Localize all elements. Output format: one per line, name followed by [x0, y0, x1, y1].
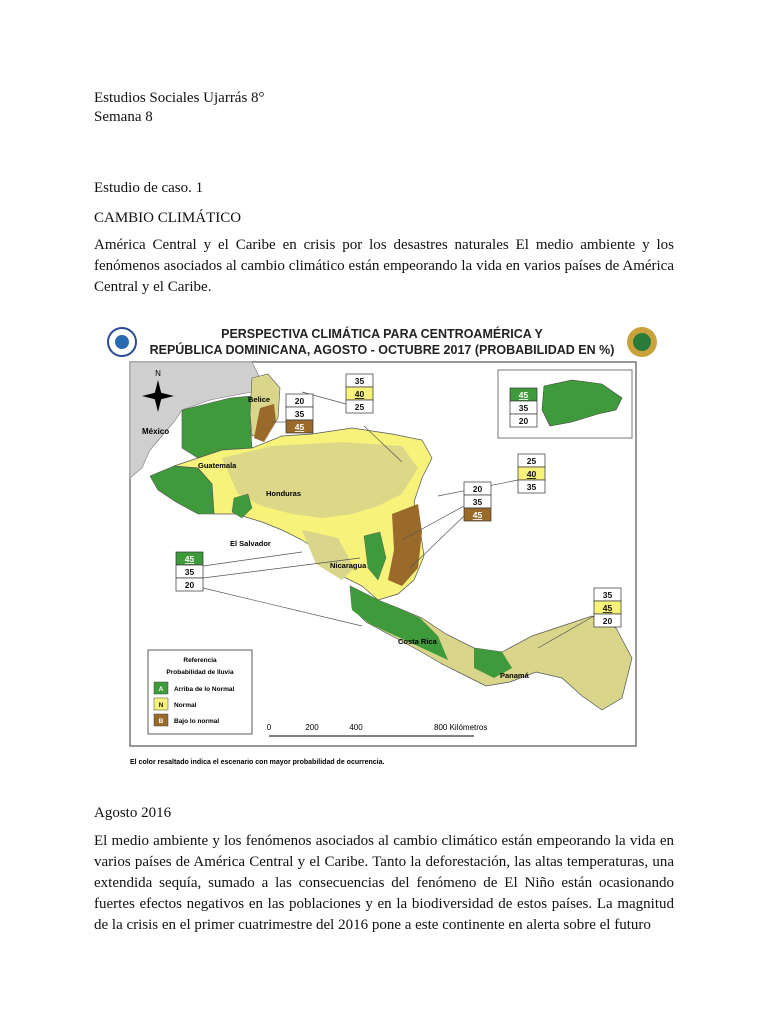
prob-box-belice [286, 394, 313, 433]
map-title-1: PERSPECTIVA CLIMÁTICA PARA CENTROAMÉRICA Y [221, 327, 543, 341]
prob-value: 25 [526, 456, 537, 466]
prob-value: 35 [472, 497, 483, 507]
prob-value: 20 [184, 580, 195, 590]
left-logo [108, 328, 136, 356]
prob-value: 35 [184, 567, 195, 577]
legend-label: Bajo lo normal [174, 718, 220, 725]
case-label: Estudio de caso. 1 [94, 180, 204, 196]
prob-value: 45 [184, 554, 195, 564]
prob-box-nicaragua-caribbean [464, 482, 491, 521]
legend-label: Arriba de lo Normal [174, 686, 235, 693]
label-panama: Panamá [500, 671, 529, 680]
prob-value: 25 [354, 402, 365, 412]
prob-value: 45 [294, 422, 305, 432]
prob-value: 35 [294, 409, 305, 419]
prob-value: 20 [294, 396, 305, 406]
prob-value: 40 [354, 389, 365, 399]
prob-box-panama [594, 588, 621, 627]
header-line-2: Semana 8 [94, 109, 153, 125]
label-honduras: Honduras [266, 489, 302, 498]
legend [148, 650, 252, 734]
legend-key: N [158, 702, 164, 709]
label-belice: Belice [248, 395, 271, 404]
prob-value: 40 [526, 469, 537, 479]
prob-value: 20 [472, 484, 483, 494]
label-el-salvador: El Salvador [230, 539, 271, 548]
prob-value: 35 [354, 376, 365, 386]
intro-paragraph: América Central y el Caribe en crisis por los desastres naturales El medio ambiente y los fenómenos asociados al cambio climático están empeorando la vida en varios países de América Central y el Caribe. [94, 237, 674, 295]
scale-800: 800 Kilómetros [434, 723, 488, 732]
prob-value: 20 [518, 416, 529, 426]
prob-value: 35 [526, 482, 537, 492]
prob-value: 35 [602, 590, 613, 600]
north-label: N [155, 369, 161, 378]
prob-value: 35 [518, 403, 529, 413]
scale-200: 200 [305, 723, 319, 732]
legend-key: B [158, 718, 164, 725]
right-logo [627, 327, 657, 357]
body-paragraph: El medio ambiente y los fenómenos asociados al cambio climático están empeorando la vida en varios países de América Central y el Caribe. Tanto la deforestación, las altas temperaturas, una extendida sequía, sumado a las consecuencias del fenómeno de El Niño están ocasionando fuertes efectos negativos en las poblaciones y en la biodiversidad de estos países. La magnitud de la crisis en el primer cuatrimestre del 2016 pone a este continente en alerta sobre el futuro [94, 833, 674, 933]
prob-value: 45 [602, 603, 613, 613]
prob-box-pacific-guatemala [176, 552, 203, 591]
legend-subtitle: Probabilidad de lluvia [166, 669, 234, 676]
section-title: CAMBIO CLIMÁTICO [94, 210, 242, 226]
map-footnote: El color resaltado indica el escenario con mayor probabilidad de ocurrencia. [130, 759, 385, 766]
legend-label: Normal [174, 702, 197, 709]
header-line-1: Estudios Sociales Ujarrás 8° [94, 90, 265, 106]
label-guatemala: Guatemala [198, 461, 237, 470]
label-costa-rica: Costa Rica [398, 637, 437, 646]
prob-value: 45 [472, 510, 483, 520]
label-nicaragua: Nicaragua [330, 561, 367, 570]
map-title-2: REPÚBLICA DOMINICANA, AGOSTO - OCTUBRE 2017 (PROBABILIDAD EN %) [149, 343, 615, 357]
prob-box-nicaragua-north [518, 454, 545, 493]
scale-0: 0 [266, 723, 272, 732]
prob-box-honduras-north [346, 374, 373, 413]
scale-400: 400 [349, 723, 363, 732]
legend-key: A [158, 686, 164, 693]
label-mexico: México [142, 427, 170, 436]
date-heading: Agosto 2016 [94, 805, 172, 821]
prob-value: 45 [518, 390, 529, 400]
legend-title: Referencia [183, 657, 217, 664]
prob-value: 20 [602, 616, 613, 626]
climate-outlook-map [102, 318, 662, 770]
prob-box-republica-dominicana [510, 388, 537, 427]
